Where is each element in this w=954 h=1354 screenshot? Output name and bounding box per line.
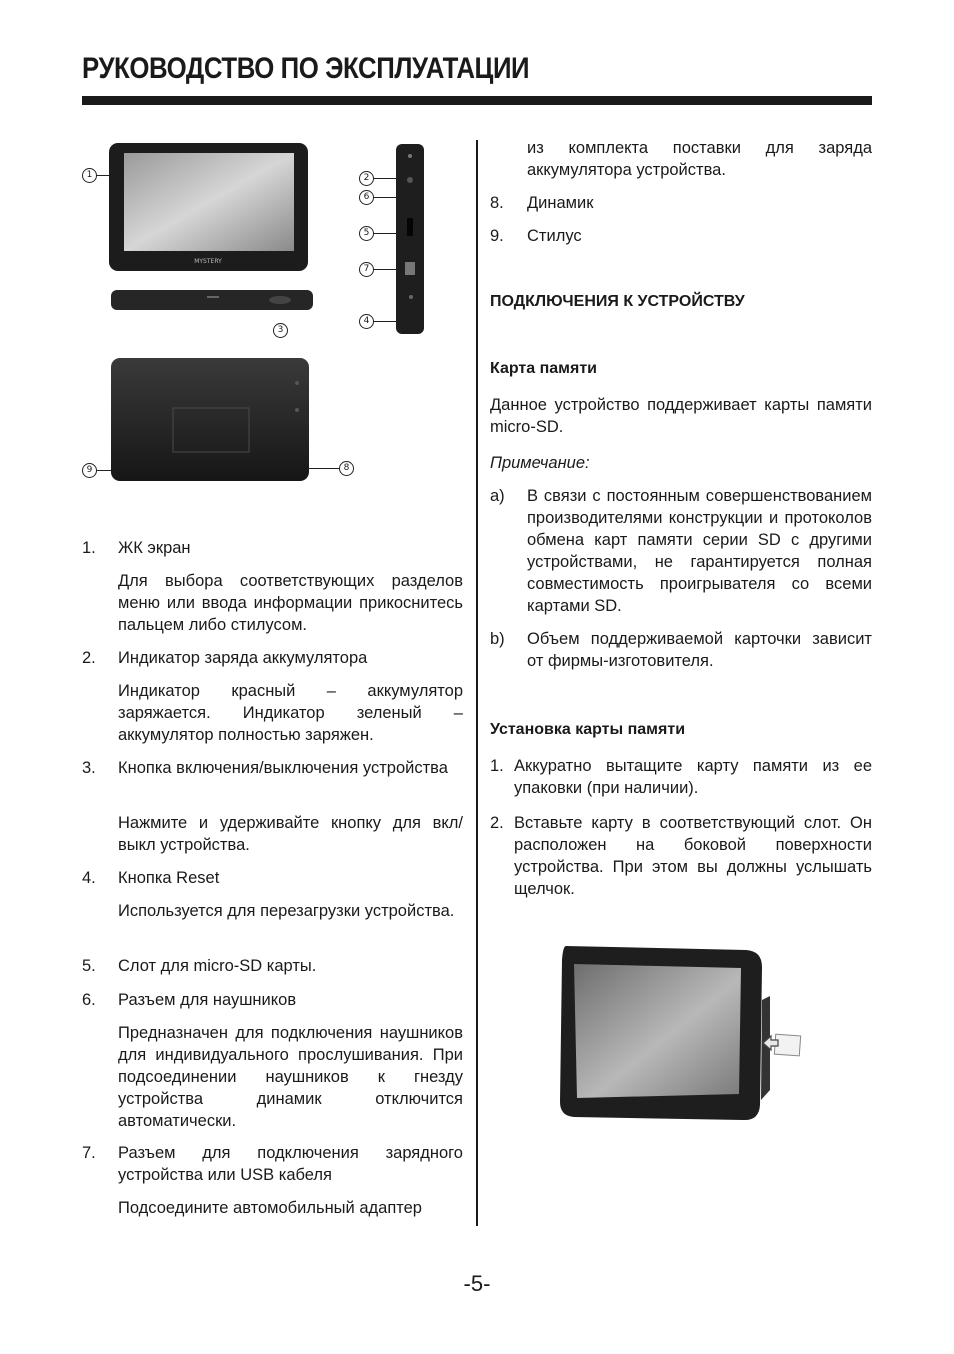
- item-number: 1.: [82, 539, 96, 557]
- item-description: Индикатор красный – аккумулятор заряжается. Индикатор зеленый – аккумулятор полностью заряжен.: [118, 682, 463, 744]
- note-label: Примечание:: [490, 454, 590, 472]
- item-description: Подсоедините автомобильный адаптер: [118, 1199, 422, 1217]
- item-description: Предназначен для подключения наушников для индивидуального прослушивания. При подсоединении наушников к гнезду устройства динамик отключится автоматически.: [118, 1024, 463, 1130]
- step-text: Аккуратно вытащите карту памяти из ее упаковки (при наличии).: [514, 757, 872, 797]
- note-mark: a): [490, 487, 505, 505]
- step-number: 2.: [490, 814, 504, 832]
- item-number: 4.: [82, 869, 96, 887]
- card-insert-illustration: [556, 940, 806, 1125]
- note-text: Объем поддерживаемой карточки зависит от фирмы-изготовителя.: [527, 630, 872, 670]
- item-description: Используется для перезагрузки устройства.: [118, 902, 455, 920]
- item-label: Кнопка Reset: [118, 869, 220, 887]
- step-number: 1.: [490, 757, 504, 775]
- item-label: Разъем для подключения зарядного устройства или USB кабеля: [118, 1144, 463, 1184]
- item-number: 9.: [490, 227, 504, 245]
- item-label: Слот для micro-SD карты.: [118, 957, 317, 975]
- callout-9: 9: [82, 463, 97, 478]
- item-number: 8.: [490, 194, 504, 212]
- item-number: 7.: [82, 1144, 96, 1162]
- device-figure: [80, 140, 460, 490]
- section-heading: ПОДКЛЮЧЕНИЯ К УСТРОЙСТВУ: [490, 293, 745, 310]
- page-title: РУКОВОДСТВО ПО ЭКСПЛУАТАЦИИ: [82, 52, 530, 85]
- item-label: Индикатор заряда аккумулятора: [118, 649, 368, 667]
- card-insert-figure: [556, 940, 806, 1125]
- page-number: -5-: [463, 1271, 491, 1296]
- callout-8: 8: [339, 461, 354, 476]
- callout-7: 7: [359, 262, 374, 277]
- callout-5: 5: [359, 226, 374, 241]
- continuation-text: из комплекта поставки для заряда аккумулятора устройства.: [527, 139, 872, 179]
- item-label: ЖК экран: [118, 539, 191, 557]
- device-illustration: [80, 140, 460, 490]
- brand-text: MYSTERY: [194, 258, 222, 265]
- memory-card-text: Данное устройство поддерживает карты памяти micro-SD.: [490, 396, 872, 436]
- note-mark: b): [490, 630, 505, 648]
- item-number: 3.: [82, 759, 96, 777]
- title-rule: [82, 96, 872, 105]
- callout-1: 1: [82, 168, 97, 183]
- step-text: Вставьте карту в соответствующий слот. Он расположен на боковой поверхности устройства. При этом вы должны услышать щелчок.: [514, 814, 872, 898]
- install-heading: Установка карты памяти: [490, 721, 686, 738]
- item-label: Кнопка включения/выключения устройства: [118, 759, 448, 777]
- item-label: Стилус: [527, 227, 582, 245]
- callout-4: 4: [359, 314, 374, 329]
- note-text: В связи с постоянным совершенствованием производителями конструкции и протоколов обмена карт памяти серии SD с другими устройствами, не гарантируется полная совместимость проигрывателя со всеми картами SD.: [527, 487, 872, 615]
- item-label: Разъем для наушников: [118, 991, 297, 1009]
- callout-6: 6: [359, 190, 374, 205]
- callout-3: 3: [273, 323, 288, 338]
- item-number: 6.: [82, 991, 96, 1009]
- memory-card-heading: Карта памяти: [490, 360, 598, 377]
- item-description: Для выбора соответствующих разделов меню или ввода информации прикоснитесь пальцем либо стилусом.: [118, 572, 463, 634]
- item-label: Динамик: [527, 194, 594, 212]
- callout-2: 2: [359, 171, 374, 186]
- item-description: Нажмите и удерживайте кнопку для вкл/выкл устройства.: [118, 814, 463, 854]
- item-number: 5.: [82, 957, 96, 975]
- item-number: 2.: [82, 649, 96, 667]
- column-divider: [476, 140, 478, 1226]
